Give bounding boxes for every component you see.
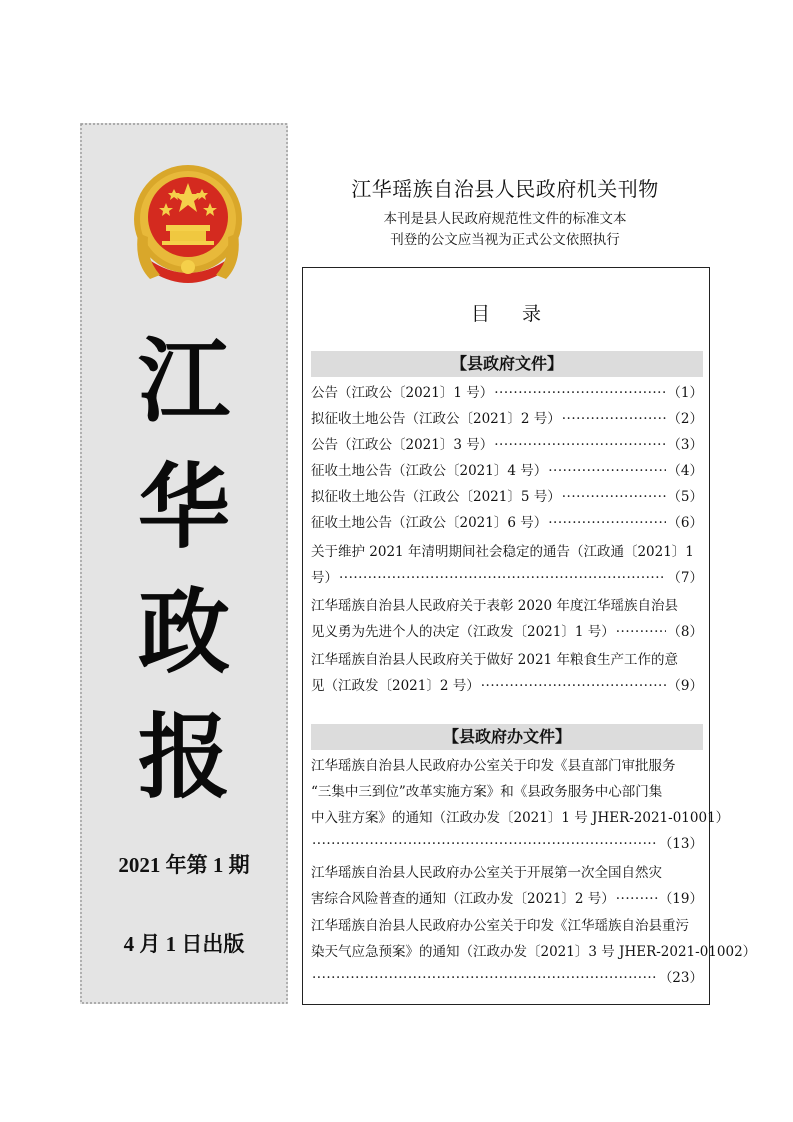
toc-entry-line: 江华瑶族自治县人民政府办公室关于开展第一次全国自然灾 <box>311 865 662 881</box>
toc-entry-title: 拟征收土地公告（江政公〔2021〕2 号） <box>311 411 561 427</box>
toc-entry-line: 江华瑶族自治县人民政府办公室关于印发《江华瑶族自治县重污 <box>311 918 689 934</box>
issue-number: 2021 年第 1 期 <box>118 853 250 877</box>
toc-entry-line: 关于维护 2021 年清明期间社会稳定的通告（江政通〔2021〕1 <box>311 544 694 560</box>
toc-page-number: （23） <box>658 970 703 986</box>
publication-note-1: 本刊是县人民政府规范性文件的标准文本 <box>383 211 627 227</box>
leader-dots <box>548 510 666 536</box>
toc-entry[interactable] <box>311 510 703 536</box>
toc-entry[interactable] <box>311 539 703 591</box>
toc-entry-line: 染天气应急预案》的通知（江政办发〔2021〕3 号 JHER-2021-01002） <box>311 944 757 960</box>
toc-page-number: （4） <box>667 463 703 479</box>
toc-entry-title: 号） <box>311 570 338 586</box>
leader-dots <box>616 886 658 912</box>
toc-entry[interactable] <box>311 753 730 857</box>
toc-entry-line: “三集中三到位”改革实施方案》和《县政务服务中心部门集 <box>311 784 663 800</box>
masthead-char-4: 报 <box>137 704 230 811</box>
toc-entry[interactable] <box>311 860 703 912</box>
toc-entry-title: 公告（江政公〔2021〕3 号） <box>311 437 494 453</box>
toc-entry[interactable] <box>311 380 703 406</box>
toc-entry[interactable] <box>311 484 703 510</box>
masthead-char-3: 政 <box>137 579 230 686</box>
toc-page-number: （9） <box>667 678 703 694</box>
table-of-contents <box>302 267 757 1005</box>
toc-entry-title: 征收土地公告（江政公〔2021〕6 号） <box>311 515 548 531</box>
toc-entry[interactable] <box>311 406 703 432</box>
leader-dots <box>312 831 658 857</box>
toc-entry-line: 江华瑶族自治县人民政府关于做好 2021 年粮食生产工作的意 <box>311 652 678 668</box>
toc-entry[interactable] <box>311 593 703 645</box>
toc-entry-title: 征收土地公告（江政公〔2021〕4 号） <box>311 463 548 479</box>
toc-entry-line: 江华瑶族自治县人民政府办公室关于印发《县直部门审批服务 <box>311 758 676 774</box>
leader-dots <box>312 965 658 991</box>
toc-entry-title: 见义勇为先进个人的决定（江政发〔2021〕1 号） <box>311 624 615 640</box>
toc-entry[interactable] <box>311 432 703 458</box>
toc-page-number: （3） <box>667 437 703 453</box>
cover-side-panel <box>80 123 288 1004</box>
toc-entry-line: 中入驻方案》的通知（江政办发〔2021〕1 号 JHER-2021-01001） <box>311 810 730 826</box>
toc-page-number: （8） <box>667 624 703 640</box>
leader-dots <box>494 432 666 458</box>
leader-dots <box>494 380 666 406</box>
publication-note-2: 刊登的公文应当视为正式公文依照执行 <box>390 232 620 248</box>
masthead-char-1: 江 <box>137 328 230 435</box>
toc-page-number: （19） <box>658 891 703 907</box>
toc-page-number: （7） <box>667 570 703 586</box>
toc-heading: 目录 <box>470 303 573 325</box>
masthead-char-2: 华 <box>137 454 230 561</box>
toc-page-number: （6） <box>667 515 703 531</box>
section-header-county-office: 【县政府办文件】 <box>311 724 703 750</box>
toc-page-number: （5） <box>667 489 703 505</box>
toc-entry-title: 公告（江政公〔2021〕1 号） <box>311 385 494 401</box>
publish-date: 4 月 1 日出版 <box>123 932 245 956</box>
toc-page-number: （13） <box>658 836 703 852</box>
leader-dots <box>548 458 666 484</box>
toc-entry[interactable] <box>311 458 703 484</box>
publication-title: 江华瑶族自治县人民政府机关刊物 <box>351 177 659 201</box>
leader-dots <box>562 406 667 432</box>
toc-entry[interactable] <box>311 647 703 699</box>
leader-dots <box>616 619 667 645</box>
toc-page-number: （2） <box>667 411 703 427</box>
toc-entry-title: 拟征收土地公告（江政公〔2021〕5 号） <box>311 489 561 505</box>
toc-entry-title: 害综合风险普查的通知（江政办发〔2021〕2 号） <box>311 891 615 907</box>
leader-dots <box>562 484 667 510</box>
leader-dots <box>339 565 666 591</box>
toc-entry[interactable] <box>311 913 757 991</box>
national-emblem-icon <box>130 163 246 291</box>
toc-entry-title: 见（江政发〔2021〕2 号） <box>311 678 480 694</box>
section-header-county-government: 【县政府文件】 <box>311 351 703 377</box>
toc-entry-line: 江华瑶族自治县人民政府关于表彰 2020 年度江华瑶族自治县 <box>311 598 678 614</box>
leader-dots <box>481 673 667 699</box>
toc-page-number: （1） <box>667 385 703 401</box>
